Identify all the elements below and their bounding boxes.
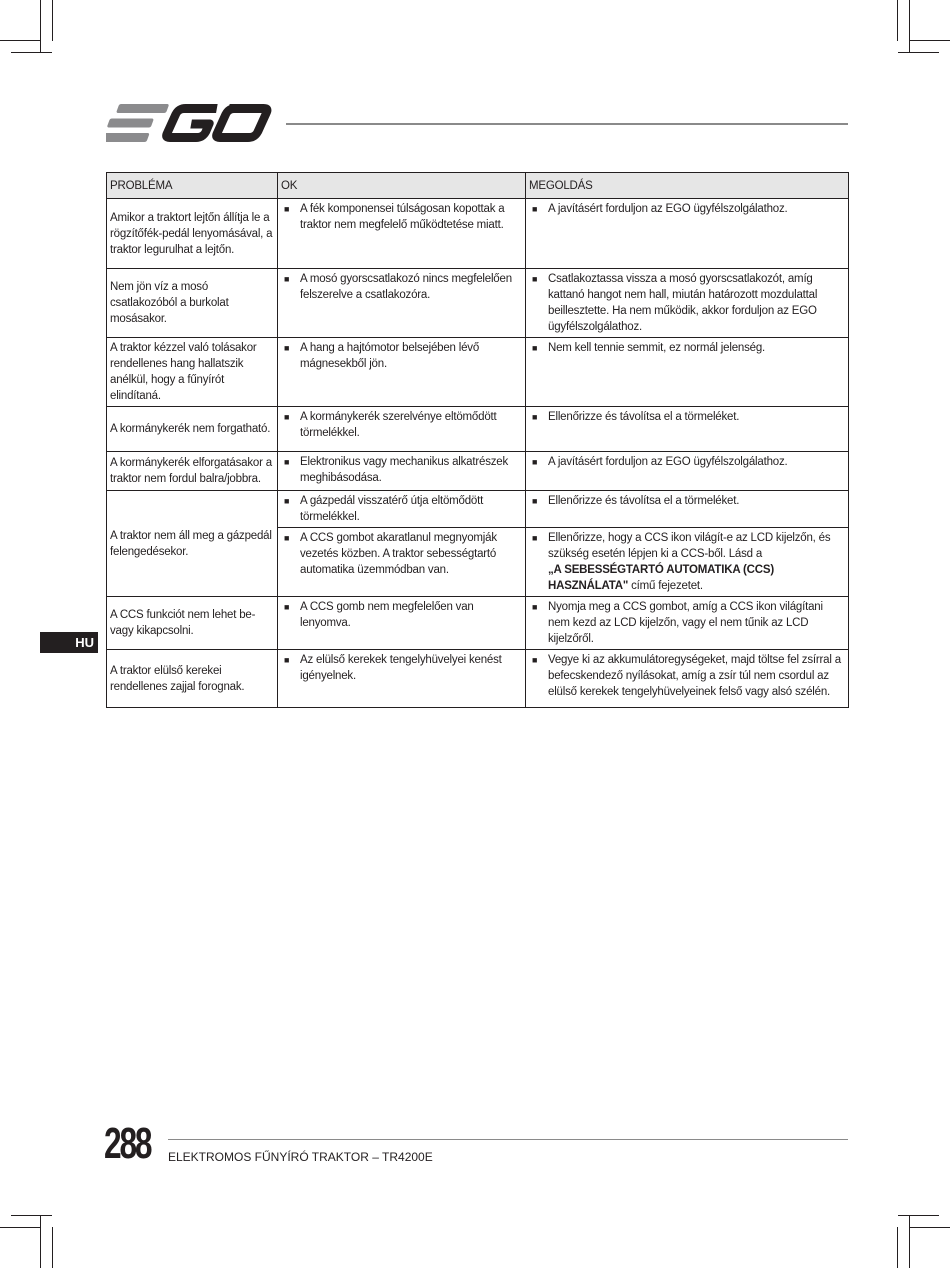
crop-mark xyxy=(0,40,41,41)
crop-mark xyxy=(11,1215,52,1216)
solution-text: Nyomja meg a CCS gombot, amíg a CCS ikon világítani nem kezd az LCD kijelzőn, vagy el nem tűnik az LCD kijelzőről. xyxy=(548,601,823,645)
crop-mark xyxy=(909,1227,950,1228)
cause-cell xyxy=(278,407,526,452)
solution-text-post: című fejezetet. xyxy=(628,580,703,592)
crop-mark xyxy=(40,0,41,52)
bullet-icon: ■ xyxy=(532,602,538,612)
solution-cell xyxy=(526,528,849,597)
crop-mark xyxy=(52,0,53,41)
bullet-icon: ■ xyxy=(284,496,290,506)
solution-text-pre: Ellenőrizze, hogy a CCS ikon világít-e az LCD kijelzőn, és szükség esetén lépjen ki a CCS-ből. Lásd a xyxy=(548,532,831,560)
cause-text: A CCS gombot akaratlanul megnyomják vezetés közben. A traktor sebességtartó automatika üzemmódban van. xyxy=(300,532,497,576)
bullet-icon: ■ xyxy=(284,457,290,467)
cause-text: A fék komponensei túlságosan kopottak a traktor nem megfelelő működtetése miatt. xyxy=(300,203,505,231)
solution-text: Ellenőrizze és távolítsa el a törmeléket. xyxy=(548,411,740,423)
table-row xyxy=(107,650,849,708)
cause-cell xyxy=(278,597,526,650)
bullet-icon: ■ xyxy=(532,533,538,543)
bullet-icon: ■ xyxy=(532,274,538,284)
problem-cell: A traktor kézzel való tolásakor rendellenes hang hallatszik anélkül, hogy a fűnyírót elindítaná. xyxy=(107,338,278,407)
table-row xyxy=(107,269,849,338)
table-row xyxy=(107,491,849,528)
header-rule xyxy=(286,123,848,125)
bullet-icon: ■ xyxy=(532,343,538,353)
crop-mark xyxy=(0,1227,41,1228)
cause-cell xyxy=(278,650,526,708)
table-row xyxy=(107,407,849,452)
cause-cell xyxy=(278,199,526,269)
bullet-icon: ■ xyxy=(284,204,290,214)
solution-cell xyxy=(526,452,849,491)
bullet-icon: ■ xyxy=(284,533,290,543)
problem-cell: A CCS funkciót nem lehet be- vagy kikapcsolni. xyxy=(107,597,278,650)
crop-mark xyxy=(40,1216,41,1268)
cause-text: A mosó gyorscsatlakozó nincs megfelelően felszerelve a csatlakozóra. xyxy=(300,273,512,301)
crop-mark xyxy=(897,0,898,41)
crop-mark xyxy=(909,0,910,52)
solution-text: Vegye ki az akkumulátoregységeket, majd töltse fel zsírral a befecskendező nyílásokat, amíg a zsír túl nem csordul az elülső kerekek tengelyhüvelyeinek felső vagy alsó szélén. xyxy=(548,654,841,698)
bullet-icon: ■ xyxy=(532,204,538,214)
problem-cell: Amikor a traktort lejtőn állítja le a rögzítőfék-pedál lenyomásával, a traktor legurulhat a lejtőn. xyxy=(107,199,278,269)
bullet-icon: ■ xyxy=(284,274,290,284)
cross-reference: „A SEBESSÉGTARTÓ AUTOMATIKA (CCS) HASZNÁLATA" xyxy=(548,564,774,592)
cause-text: Elektronikus vagy mechanikus alkatrészek meghibásodása. xyxy=(300,456,509,484)
cause-text: A gázpedál visszatérő útja eltömődött törmelékkel. xyxy=(300,495,484,523)
cause-text: A CCS gomb nem megfelelően van lenyomva. xyxy=(300,601,474,629)
header-cause: OK xyxy=(278,173,526,199)
problem-cell: A traktor elülső kerekei rendellenes zajjal forognak. xyxy=(107,650,278,708)
page-number: 288 xyxy=(104,1119,151,1168)
bullet-icon: ■ xyxy=(532,655,538,665)
solution-text: A javításért forduljon az EGO ügyfélszolgálathoz. xyxy=(548,203,788,215)
solution-cell xyxy=(526,491,849,528)
crop-mark xyxy=(898,1215,939,1216)
cause-text: A hang a hajtómotor belsejében lévő mágnesekből jön. xyxy=(300,342,480,370)
solution-text xyxy=(548,530,845,594)
solution-text: A javításért forduljon az EGO ügyfélszolgálathoz. xyxy=(548,456,788,468)
crop-mark xyxy=(909,1216,910,1268)
solution-text: Nem kell tennie semmit, ez normál jelenség. xyxy=(548,342,766,354)
cause-text: Az elülső kerekek tengelyhüvelyei kenést igényelnek. xyxy=(300,654,502,682)
cause-text: A kormánykerék szerelvénye eltömődött törmelékkel. xyxy=(300,411,497,439)
cause-cell xyxy=(278,528,526,597)
footer-title: ELEKTROMOS FŰNYÍRÓ TRAKTOR – TR4200E xyxy=(168,1150,433,1164)
cause-cell xyxy=(278,338,526,407)
solution-cell xyxy=(526,338,849,407)
crop-mark xyxy=(897,1227,898,1268)
ego-logo xyxy=(106,102,278,144)
solution-cell xyxy=(526,199,849,269)
bullet-icon: ■ xyxy=(284,655,290,665)
table-row xyxy=(107,452,849,491)
solution-cell xyxy=(526,407,849,452)
cause-cell xyxy=(278,491,526,528)
solution-cell xyxy=(526,650,849,708)
header-problem: PROBLÉMA xyxy=(107,173,278,199)
language-tab: HU xyxy=(40,632,98,653)
bullet-icon: ■ xyxy=(532,412,538,422)
bullet-icon: ■ xyxy=(284,343,290,353)
crop-mark xyxy=(11,52,52,53)
solution-text: Csatlakoztassa vissza a mosó gyorscsatlakozót, amíg kattanó hangot nem hall, miután határozott mozdulattal beillesztette. Ha nem működik, akkor forduljon az EGO ügyfélszolgálathoz. xyxy=(548,273,818,333)
cause-cell xyxy=(278,452,526,491)
crop-mark xyxy=(52,1227,53,1268)
solution-cell xyxy=(526,597,849,650)
bullet-icon: ■ xyxy=(284,412,290,422)
bullet-icon: ■ xyxy=(284,602,290,612)
table-header-row xyxy=(107,173,849,199)
footer-rule xyxy=(168,1139,848,1140)
problem-cell: A traktor nem áll meg a gázpedál felengedésekor. xyxy=(107,491,278,597)
crop-mark xyxy=(898,52,939,53)
solution-cell xyxy=(526,269,849,338)
table-row xyxy=(107,597,849,650)
header-solution: MEGOLDÁS xyxy=(526,173,849,199)
problem-cell: A kormánykerék nem forgatható. xyxy=(107,407,278,452)
crop-mark xyxy=(909,40,950,41)
cause-cell xyxy=(278,269,526,338)
problem-cell: A kormánykerék elforgatásakor a traktor nem fordul balra/jobbra. xyxy=(107,452,278,491)
bullet-icon: ■ xyxy=(532,457,538,467)
problem-cell: Nem jön víz a mosó csatlakozóból a burkolat mosásakor. xyxy=(107,269,278,338)
solution-text: Ellenőrizze és távolítsa el a törmeléket. xyxy=(548,495,740,507)
table-row xyxy=(107,338,849,407)
troubleshooting-table xyxy=(106,172,849,708)
bullet-icon: ■ xyxy=(532,496,538,506)
table-row xyxy=(107,199,849,269)
